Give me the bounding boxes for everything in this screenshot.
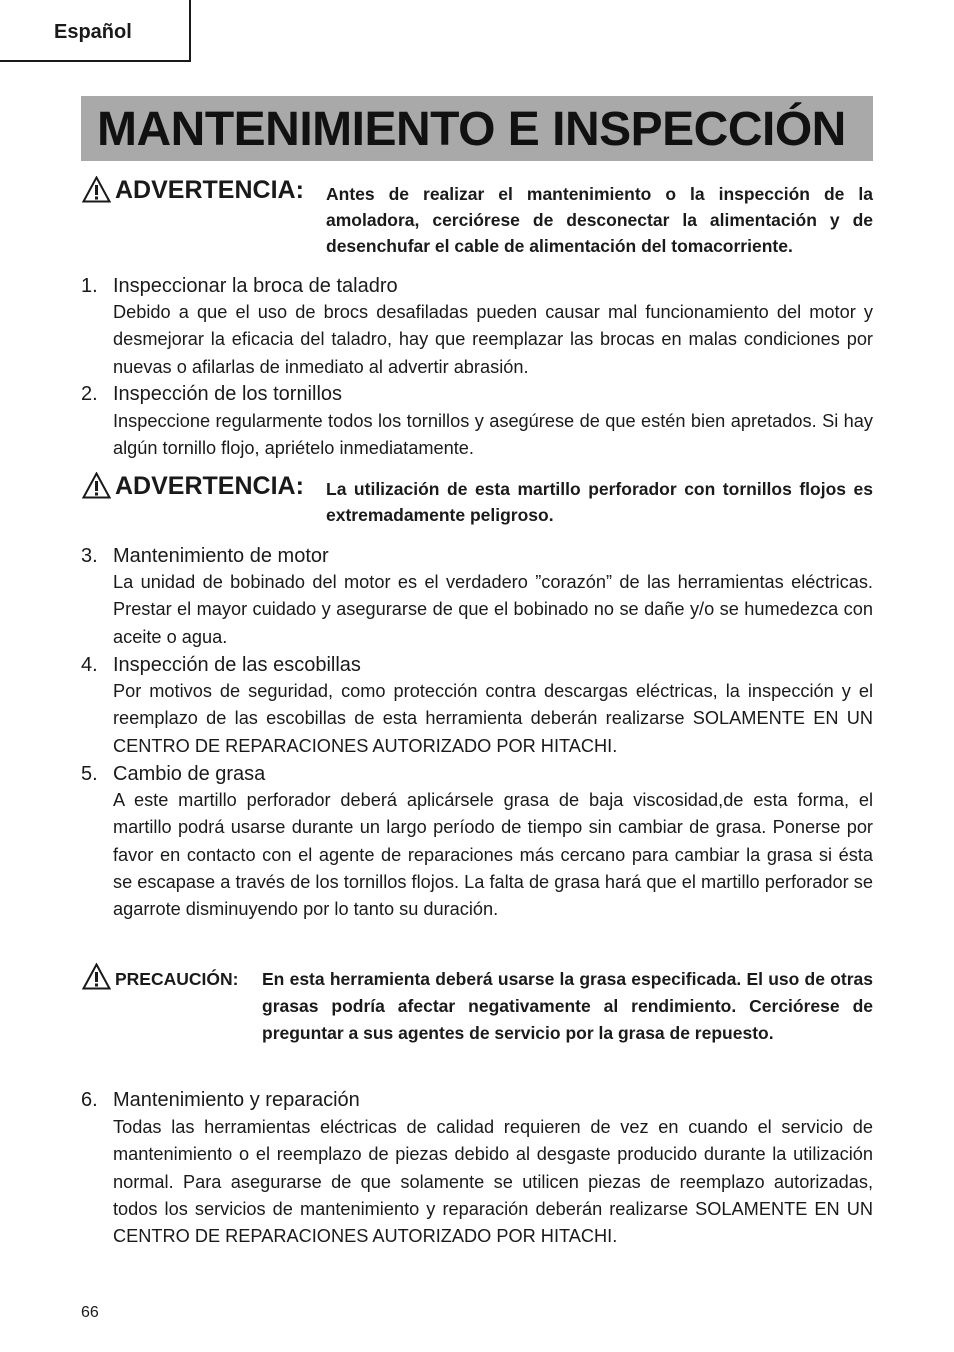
item-title: Mantenimiento y reparación: [113, 1089, 360, 1111]
language-label: Español: [54, 21, 132, 43]
item-title: Inspección de los tornillos: [113, 383, 343, 405]
item-title: Mantenimiento de motor: [113, 545, 329, 567]
item-title: Cambio de grasa: [113, 763, 266, 785]
item-number: 3.: [81, 545, 98, 567]
warning-icon: [82, 472, 111, 499]
item-number: 1.: [81, 275, 98, 297]
caution-text: En esta herramienta deberá usarse la grasa especificada. El uso de otras grasas podría afectar negativamente al rendimiento. Cerciórese de preguntar a sus agentes de servicio por la grasa de repuesto.: [262, 969, 873, 1043]
warning-label: ADVERTENCIA:: [115, 176, 304, 204]
warning-icon: [82, 176, 111, 203]
item-body: Debido a que el uso de brocs desafiladas pueden causar mal funcionamiento del motor y desmejorar la eficacia del taladro, hay que reemplazar las brocas en malas condiciones por nuevas o afilarlas de inmediato al advertir abrasión.: [113, 302, 873, 377]
title-bar: [81, 96, 873, 161]
language-tab: [0, 0, 191, 62]
item-body: A este martillo perforador deberá aplicársele grasa de baja viscosidad,de esta forma, el martillo podrá usarse durante un largo período de tiempo sin cambiar de grasa. Ponerse por favor en contacto con el agente de reparaciones más cercano para cambiar la grasa si ésta se escapase a través de los tornillos flojos. La falta de grasa hará que el martillo perforador se agarrote disminuyendo por lo tanto su duración.: [113, 790, 873, 920]
item-body: Inspeccione regularmente todos los tornillos y asegúrese de que estén bien apretados. Si hay algún tornillo flojo, apriételo inmediatamente.: [113, 411, 873, 459]
page-title: MANTENIMIENTO E INSPECCIÓN: [97, 103, 846, 156]
item-number: 6.: [81, 1089, 98, 1111]
warning-label: ADVERTENCIA:: [115, 472, 304, 500]
item-title: Inspección de las escobillas: [113, 654, 361, 676]
caution-label: PRECAUCIÓN:: [115, 969, 239, 989]
item-number: 5.: [81, 763, 98, 785]
page-number: 66: [81, 1304, 99, 1321]
item-number: 2.: [81, 383, 98, 405]
item-number: 4.: [81, 654, 98, 676]
item-body: Por motivos de seguridad, como protección contra descargas eléctricas, la inspección y el reemplazo de las escobillas de esta herramienta deberán realizarse SOLAMENTE EN UN CENTRO DE REPARACIONES AUTORIZADO POR HITACHI.: [113, 681, 873, 756]
warning-text: La utilización de esta martillo perforador con tornillos flojos es extremadamente peligroso.: [326, 479, 873, 525]
item-title: Inspeccionar la broca de taladro: [113, 275, 398, 297]
caution-icon: [82, 963, 111, 990]
warning-text: Antes de realizar el mantenimiento o la inspección de la amoladora, cerciórese de desconectar la alimentación y de desenchufar el cable de alimentación del tomacorriente.: [326, 184, 873, 256]
item-body: Todas las herramientas eléctricas de calidad requieren de vez en cuando el servicio de mantenimiento o el reemplazo de piezas debido al desgaste producido durante la utilización normal. Para asegurarse de que solamente se utilicen piezas de reemplazo autorizadas, todos los servicios de mantenimiento y reparación deberán realizarse SOLAMENTE EN UN CENTRO DE REPARACIONES AUTORIZADO POR HITACHI.: [113, 1117, 873, 1247]
item-body: La unidad de bobinado del motor es el verdadero ”corazón” de las herramientas eléctricas. Prestar el mayor cuidado y asegurarse de que el bobinado no se dañe y/o se humedezca con aceite o agua.: [113, 572, 873, 647]
